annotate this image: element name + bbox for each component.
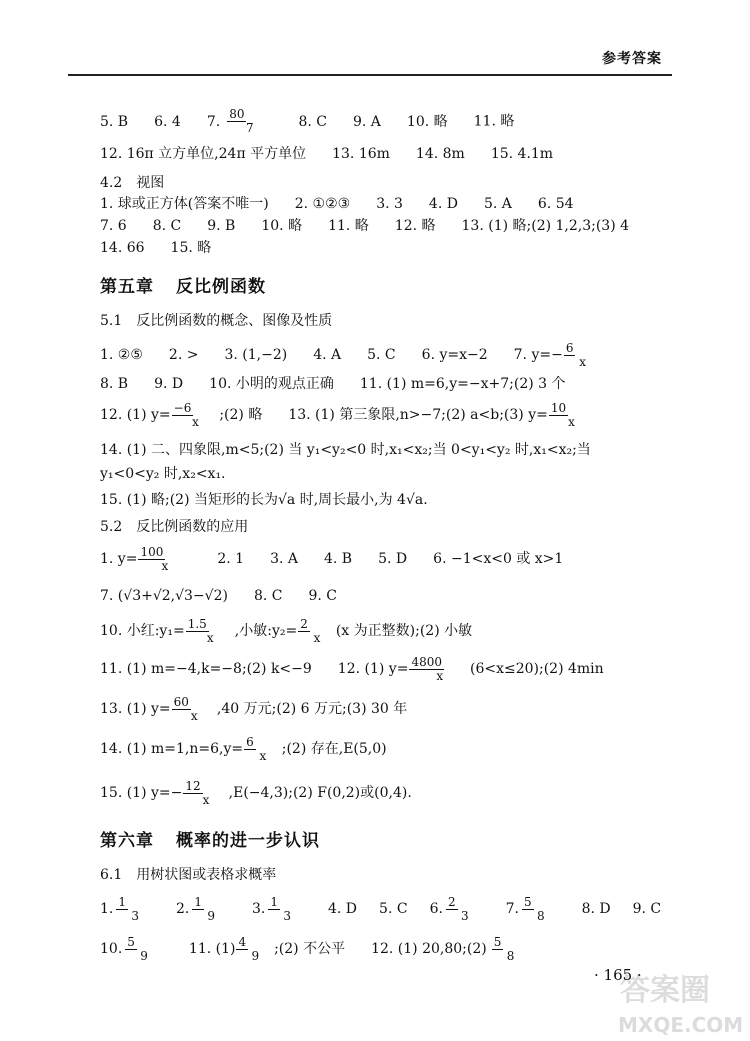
section-heading: 5.1 反比例函数的概念、图像及性质 — [100, 313, 333, 329]
answer-line: 15. (1) y=− 12 x ,E(−4,3);(2) F(0,2)或(0,4). — [100, 778, 412, 807]
page-number: · 165 · — [594, 966, 642, 984]
fraction: 60 x — [173, 694, 198, 723]
answer-line: 1. 1 3 2. 1 9 3. 1 3 4. D 5. C 6. 2 3 7. 5 8 8. D 9. C — [100, 894, 662, 923]
answer-line: 14. (1) m=1,n=6,y= 6 x ;(2) 存在,E(5,0) — [100, 734, 387, 763]
answer-line: 14. (1) 二、四象限,m<5;(2) 当 y₁<y₂<0 时,x₁<x₂;当 0<y₁<y₂ 时,x₁<x₂;当 — [100, 442, 591, 458]
fraction: 1.5 x — [187, 616, 214, 645]
answer-line: 7. (√3+√2,√3−√2) 8. C 9. C — [100, 588, 338, 604]
answer-line: 8. B 9. D 10. 小明的观点正确 11. (1) m=6,y=−x+7;(2) 3 个 — [100, 376, 566, 392]
fraction: 80 7 — [229, 107, 254, 135]
svg-text:答案圈: 答案圈 — [620, 973, 710, 1008]
fraction: 2 x — [300, 616, 321, 645]
answer-line: 10. 小红:y₁= 1.5 x ,小敏:y₂= 2 x (x 为正整数);(2) 小敏 — [100, 616, 473, 645]
answer-line: 15. (1) 略;(2) 当矩形的长为√a 时,周长最小,为 4√a. — [100, 492, 428, 508]
answer-line: 5. B 6. 4 7. 80 7 8. C 9. A 10. 略 11. 略 — [100, 107, 515, 135]
watermark-logo — [612, 960, 748, 1038]
header-rule — [68, 74, 672, 76]
answer-line: y₁<0<y₂ 时,x₂<x₁. — [100, 466, 226, 482]
section-heading: 4.2 视图 — [100, 175, 165, 191]
answer-line: 10. 5 9 11. (1) 4 9 ;(2) 不公平 12. (1) 20,80;(2) 5 8 — [100, 934, 529, 964]
fraction: $\frac{4800}{x}$ — [411, 654, 444, 683]
fraction: 6 x — [565, 340, 587, 369]
fraction: 2 3 — [447, 894, 469, 923]
answer-line: 1. ②⑤ 2. > 3. (1,−2) 4. A 5. C 6. y=x−2 7. y=− 6 x — [100, 340, 601, 370]
fraction: 4 9 — [238, 934, 260, 963]
fraction: 10 x — [550, 400, 575, 429]
fraction: 5 8 — [493, 934, 515, 963]
answer-line: 1. 球或正方体(答案不唯一) 2. ①②③ 3. 3 4. D 5. A 6. 54 — [100, 196, 574, 212]
answer-line: 14. 66 15. 略 — [100, 240, 212, 256]
svg-text:MXQE.COM: MXQE.COM — [618, 1013, 744, 1037]
section-heading: 5.2 反比例函数的应用 — [100, 519, 249, 535]
fraction: $\frac{100}{x}$ — [140, 544, 169, 573]
chapter-heading: 第六章 概率的进一步认识 — [100, 831, 320, 851]
answer-line: 11. (1) m=−4,k=−8;(2) k<−9 12. (1) y= $\frac{4800}{x}$ (6<x≤20);(2) 4min — [100, 654, 604, 683]
section-heading: 6.1 用树状图或表格求概率 — [100, 867, 277, 883]
answer-line: 1. y= $\frac{100}{x}$ 2. 1 3. A 4. B 5. D 6. −1<x<0 或 x>1 — [100, 544, 564, 573]
fraction: −6 x — [173, 400, 199, 429]
fraction: 6 x — [246, 734, 267, 763]
fraction: 1 3 — [118, 894, 139, 923]
chapter-heading: 第五章 反比例函数 — [100, 277, 266, 297]
fraction: 12 x — [185, 778, 210, 807]
answer-line: 7. 6 8. C 9. B 10. 略 11. 略 12. 略 13. (1) 略;(2) 1,2,3;(3) 4 — [100, 218, 630, 234]
page-header-title: 参考答案 — [602, 51, 662, 67]
answer-line: 12. 16π 立方单位,24π 平方单位 13. 16m 14. 8m 15. 4.1m — [100, 146, 554, 162]
fraction: 5 8 — [523, 894, 545, 923]
fraction: 1 3 — [270, 894, 291, 923]
answer-line: 13. (1) y= 60 x ,40 万元;(2) 6 万元;(3) 30 年 — [100, 694, 408, 723]
fraction: 5 9 — [127, 934, 148, 963]
fraction: 1 9 — [194, 894, 215, 923]
answer-line: 12. (1) y= −6 x ;(2) 略 13. (1) 第三象限,n>−7;(2) a<b;(3) y= 10 x — [100, 400, 594, 430]
